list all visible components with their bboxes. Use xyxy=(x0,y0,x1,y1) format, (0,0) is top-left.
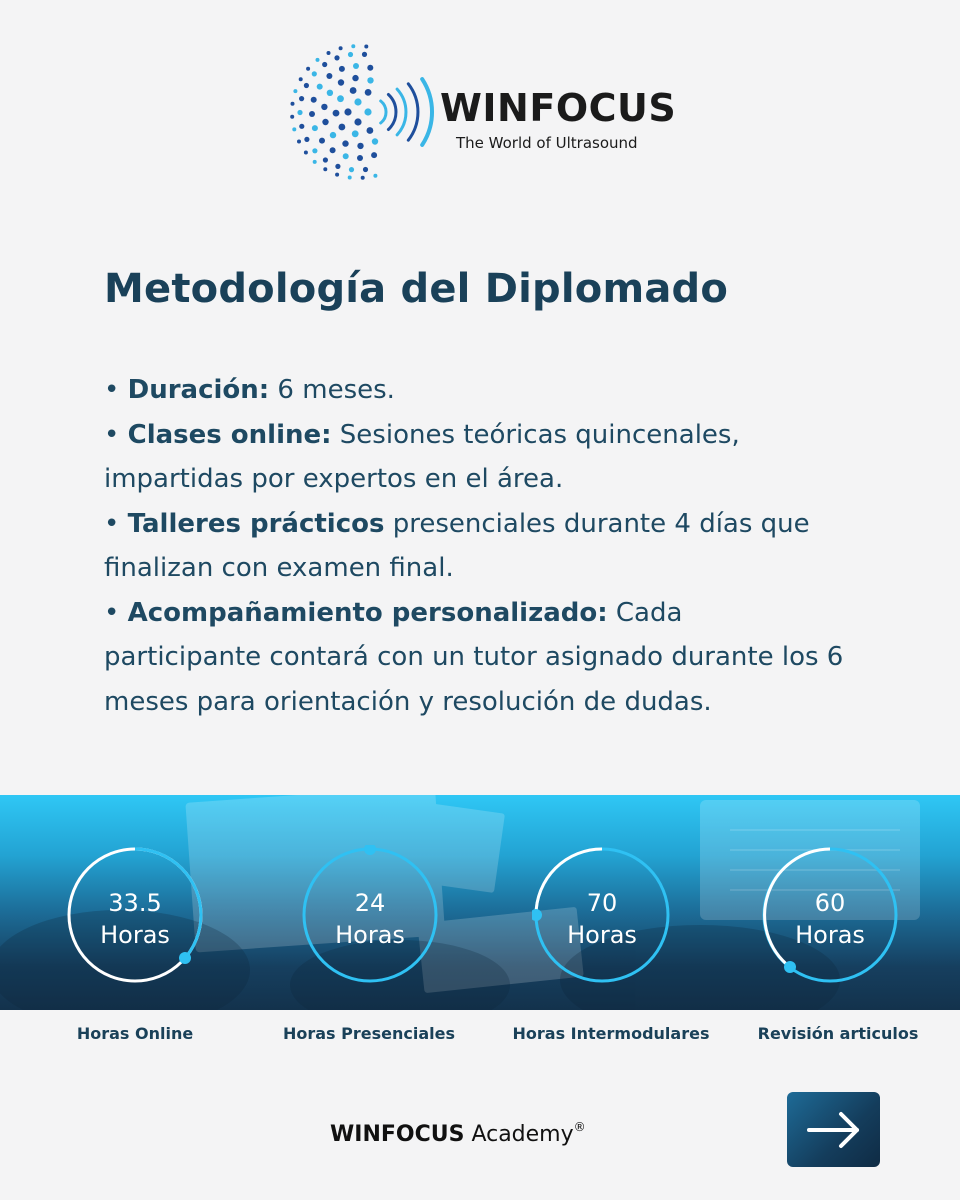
logo-wave xyxy=(408,84,418,140)
logo-dot xyxy=(290,115,294,119)
logo-wave xyxy=(422,79,432,145)
footer-registered-mark: ® xyxy=(573,1120,586,1134)
logo-dot xyxy=(333,110,340,117)
stat-articles xyxy=(760,845,900,985)
logo-dot xyxy=(312,71,317,76)
logo-dot xyxy=(327,51,331,55)
bullet-mentoring-text: Cada participante contará con un tutor asignado durante los 6 meses para orientación y resolución de dudas. xyxy=(104,597,844,717)
footer-brand xyxy=(330,1122,586,1147)
logo-dot xyxy=(334,55,339,60)
logo-dot xyxy=(373,174,377,178)
bullet-mentoring: • Acompañamiento personalizado: Cada participante contará con un tutor asignado durante los 6 meses para orientación y resolución de dudas. xyxy=(104,597,844,717)
logo-dot xyxy=(297,110,302,115)
logo-dot xyxy=(330,147,336,153)
logo-dot xyxy=(330,132,336,138)
label-online: Horas Online xyxy=(76,1024,194,1043)
stat-presential-value: 24 xyxy=(354,889,386,917)
logo-dot xyxy=(309,111,315,117)
logo-dot xyxy=(357,143,363,149)
logo-dot xyxy=(367,65,373,71)
winfocus-logo xyxy=(290,42,690,182)
logo-dot xyxy=(363,167,368,172)
logo-dot xyxy=(364,108,371,115)
logo-dot xyxy=(322,62,327,67)
label-intermodular: Horas Intermodulares xyxy=(512,1024,710,1043)
page-title: Metodología del Diplomado xyxy=(104,266,729,312)
stat-presential xyxy=(300,845,440,985)
bullet-duration-text: 6 meses. xyxy=(269,375,395,405)
bullet-mentoring-label: Acompañamiento personalizado: xyxy=(127,597,608,628)
logo-dot xyxy=(364,45,368,49)
logo-dot xyxy=(322,119,328,125)
logo-dot xyxy=(344,108,351,115)
logo-wave xyxy=(381,101,386,123)
logo-brand-text: WINFOCUS xyxy=(440,86,677,130)
footer-brand-suffix: Academy xyxy=(464,1122,574,1147)
logo-dot xyxy=(312,125,318,131)
stat-online-value: 33.5 xyxy=(108,889,162,917)
logo-dot xyxy=(339,124,346,131)
logo-wave xyxy=(397,89,406,135)
logo-dot xyxy=(317,84,323,90)
logo-dot xyxy=(338,79,344,85)
logo-dot xyxy=(313,160,317,164)
logo-dot xyxy=(365,89,372,96)
logo-dot xyxy=(349,167,354,172)
logo-dot xyxy=(319,138,325,144)
bullet-duration: • Duración: 6 meses. xyxy=(104,375,395,405)
logo-dot xyxy=(323,167,327,171)
logo-dot xyxy=(339,66,345,72)
logo-dot xyxy=(352,130,359,137)
logo-dot xyxy=(352,75,358,81)
logo-dot xyxy=(293,89,297,93)
logo-dot xyxy=(327,90,333,96)
logo-dot xyxy=(362,52,367,57)
stat-online xyxy=(65,845,205,985)
logo-dot xyxy=(304,83,309,88)
logo-tagline: The World of Ultrasound xyxy=(456,134,638,152)
logo-dot xyxy=(357,155,363,161)
bullet-online-text: Sesiones teóricas quincenales, impartidas por expertos en el área. xyxy=(104,419,740,494)
logo-dot xyxy=(299,124,304,129)
logo-dot xyxy=(351,44,355,48)
bullet-online-classes: • Clases online: Sesiones teóricas quincenales, impartidas por expertos en el área. xyxy=(104,419,740,494)
bullet-workshops-text: presenciales durante 4 días que finalizan con examen final. xyxy=(104,508,810,583)
stat-articles-unit: Horas xyxy=(795,921,865,949)
logo-dot xyxy=(348,176,352,180)
arrow-right-icon xyxy=(787,1092,880,1167)
logo-dot xyxy=(350,87,357,94)
logo-dot xyxy=(297,140,301,144)
logo-dot xyxy=(304,151,308,155)
logo-dot xyxy=(339,46,343,50)
logo-dot xyxy=(311,97,317,103)
logo-dot xyxy=(316,58,320,62)
stat-intermodular-unit: Horas xyxy=(567,921,637,949)
logo-dot xyxy=(342,140,348,146)
stat-online-unit: Horas xyxy=(100,921,170,949)
stat-intermodular xyxy=(532,845,672,985)
next-button[interactable] xyxy=(787,1092,880,1167)
label-articles: Revisión articulos xyxy=(757,1024,919,1043)
bullet-workshops: • Talleres prácticos presenciales durante 4 días que finalizan con examen final. xyxy=(104,508,810,583)
logo-dot xyxy=(343,153,349,159)
label-presential: Horas Presenciales xyxy=(282,1024,456,1043)
stat-intermodular-value: 70 xyxy=(586,889,618,917)
logo-dot xyxy=(292,127,296,131)
logo-dot xyxy=(337,95,344,102)
footer-brand-name: WINFOCUS xyxy=(330,1122,465,1147)
logo-dot xyxy=(354,118,361,125)
logo-dot xyxy=(353,63,359,69)
logo-dot xyxy=(372,138,378,144)
stat-presential-unit: Horas xyxy=(335,921,405,949)
logo-dot xyxy=(321,104,327,110)
logo-dot xyxy=(291,102,295,106)
logo-dot xyxy=(306,67,310,71)
methodology-list xyxy=(104,368,844,724)
hours-banner xyxy=(0,795,960,1010)
logo-dot xyxy=(323,157,328,162)
logo-dot xyxy=(299,96,304,101)
logo-dot xyxy=(367,127,374,134)
logo-dot xyxy=(367,77,373,83)
logo-dot xyxy=(371,152,377,158)
logo-dot xyxy=(299,77,303,81)
logo-dot xyxy=(304,137,309,142)
logo-dot xyxy=(335,173,339,177)
bullet-duration-label: Duración: xyxy=(127,375,270,405)
stat-labels xyxy=(0,1024,960,1048)
stat-articles-value: 60 xyxy=(814,889,846,917)
logo-dot xyxy=(361,176,365,180)
logo-dot xyxy=(348,52,353,57)
logo-wave xyxy=(388,95,396,130)
logo-dot xyxy=(312,148,317,153)
ultrasound-dots-icon xyxy=(290,42,435,182)
logo-dot xyxy=(335,164,340,169)
logo-dot xyxy=(326,73,332,79)
bullet-workshops-label: Talleres prácticos xyxy=(127,508,385,539)
bullet-online-label: Clases online: xyxy=(127,419,332,450)
logo-dot xyxy=(354,98,361,105)
